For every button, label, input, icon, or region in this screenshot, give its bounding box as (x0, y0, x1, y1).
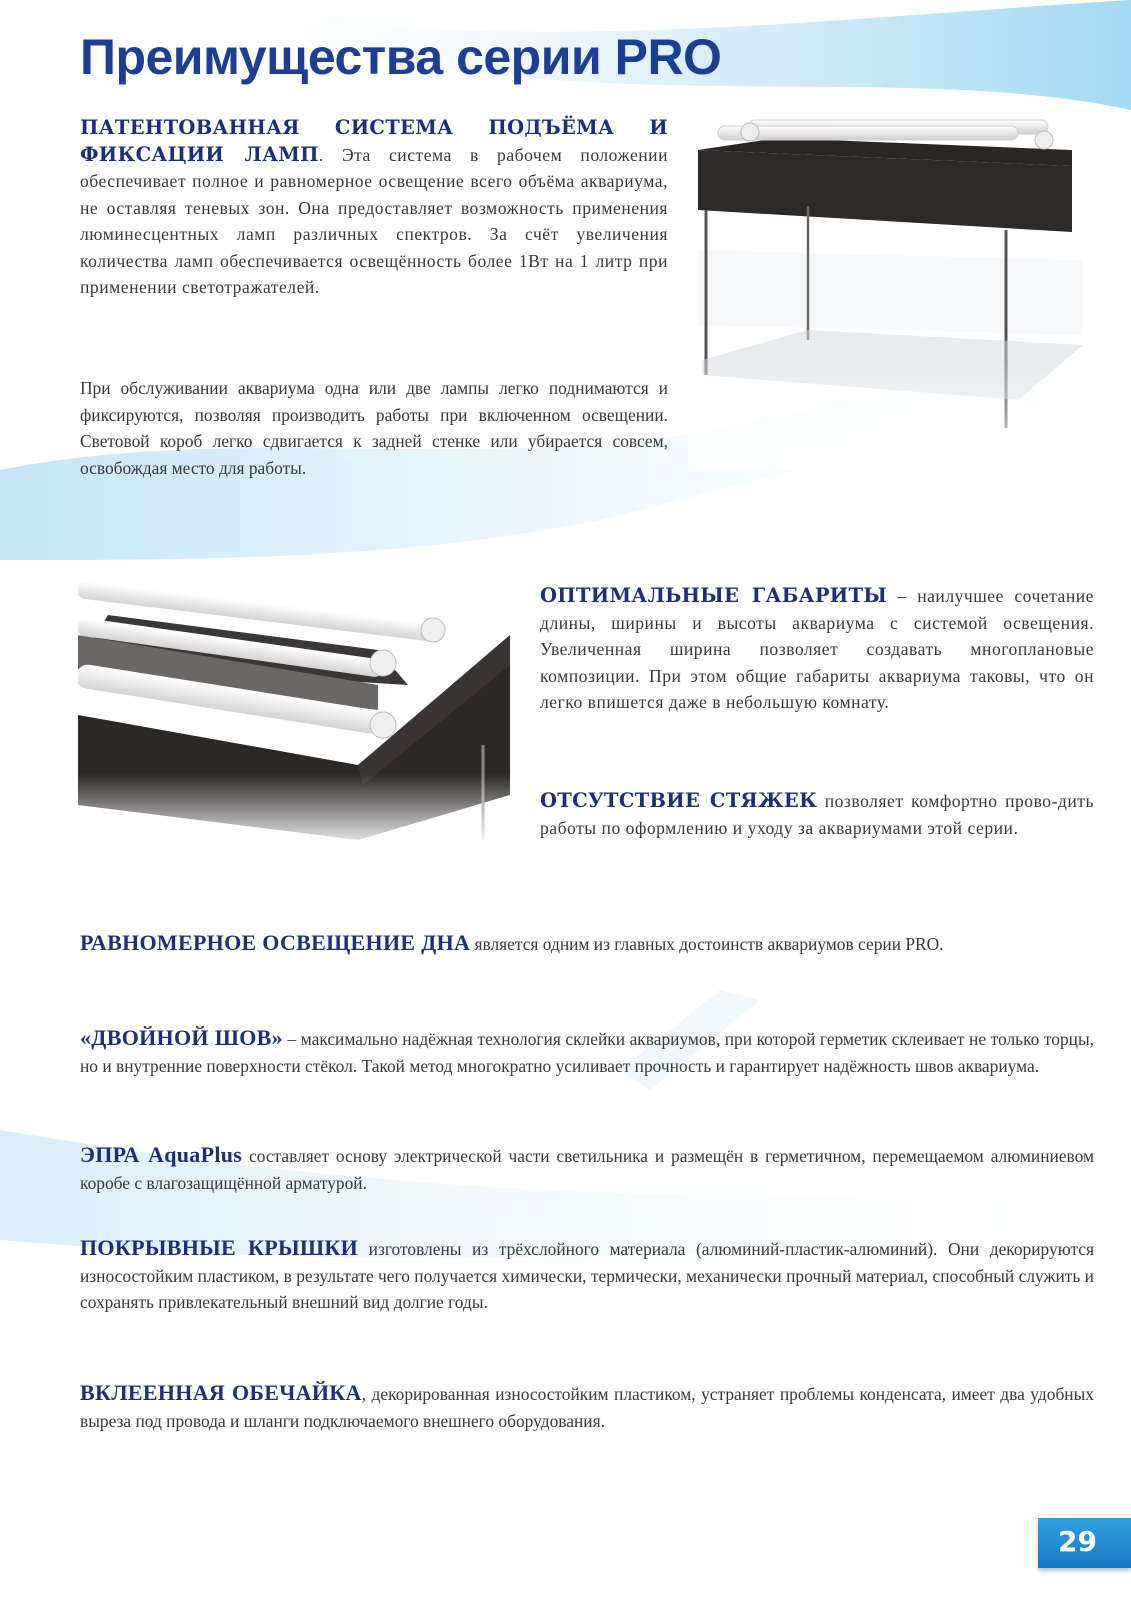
section-glued-rim (80, 1380, 1094, 1434)
section-body: – наилучшее сочетание длины, ширины и высоты аквариума с системой освещения. Увеличенная ширина позволяет создавать многоплановые композиции. При этом общие габариты аквариума таковы, что он легко впишется даже в небольшую комнату. (540, 586, 1094, 712)
section-no-braces (540, 788, 1094, 841)
section-heading: ПОКРЫВНЫЕ КРЫШКИ (80, 1235, 359, 1260)
section-lamp-lift-system (80, 115, 668, 301)
page-title: Преимущества серии PRO (80, 29, 722, 85)
section-body: составляет основу электрической части светильника и размещён в герметичном, перемещаемом алюминиевом коробе с влагозащищённой арматурой. (80, 1146, 1095, 1193)
section-body: . Эта система в рабочем положении обеспечивает полное и равномерное освещение всего объёма аквариума, не оставляя теневых зон. Она предоставляет возможность применения люминесцентных ламп различных спектров. За счёт увеличения количества ламп обеспечивается освещённость более 1Вт на 1 литр при применении светотражателей. (80, 144, 668, 297)
section-body: , декорированная износостойким пластиком, устраняет проблемы конденсата, имеет два удобных выреза под провода и шланги подключаемого внешнего оборудования. (80, 1384, 1094, 1431)
section-body: При обслуживании аквариума одна или две лампы легко поднимаются и фиксируются, позволяя производить работы при включенном освещении. Световой короб легко сдвигается к задней стенке или убирается совсем, освобождая место для работы. (80, 378, 668, 479)
section-heading: ВКЛЕЕННАЯ ОБЕЧАЙКА (80, 1380, 362, 1405)
section-body: позволяет комфортно прово-дить работы по оформлению и уходу за аквариумами этой серии. (540, 791, 1095, 838)
section-heading: ПАТЕНТОВАННАЯ СИСТЕМА ПОДЪЁМА И ФИКСАЦИИ ЛАМП (80, 116, 668, 166)
section-epra-aquaplus (80, 1142, 1094, 1196)
section-even-bottom-lighting (80, 930, 1094, 958)
section-cover-lids (80, 1235, 1094, 1316)
section-body: является одним из главных достоинств аквариумов серии PRO. (470, 934, 944, 954)
page-number: 29 (1058, 1525, 1097, 1558)
page-number-badge (1038, 1518, 1131, 1568)
section-body: – максимально надёжная технология склейки аквариумов, при которой герметик склеивает не только торцы, но и внутренние поверхности стёкол. Такой метод многократно усиливает прочность и гарантирует надёжность швов аквариума. (80, 1029, 1094, 1076)
section-double-seam (80, 1025, 1094, 1079)
aquarium-full-image (688, 110, 1100, 470)
section-lamp-maintenance (80, 375, 668, 482)
section-body: изготовлены из трёхслойного материала (алюминий-пластик-алюминий). Они декорируются износостойким пластиком, в результате чего получается химически, термически, механически прочный материал, способный служить и сохранять привлекательный внешний вид долгие годы. (80, 1239, 1095, 1313)
section-heading: ОПТИМАЛЬНЫЕ ГАБАРИТЫ (540, 584, 888, 607)
section-heading: ЭПРА AquaPlus (80, 1142, 243, 1167)
section-optimal-dimensions (540, 583, 1094, 716)
lamp-closeup-image (78, 575, 510, 840)
section-heading: «ДВОЙНОЙ ШОВ» (80, 1025, 283, 1050)
section-heading: ОТСУТСТВИЕ СТЯЖЕК (540, 789, 818, 812)
section-heading: РАВНОМЕРНОЕ ОСВЕЩЕНИЕ ДНА (80, 930, 471, 955)
